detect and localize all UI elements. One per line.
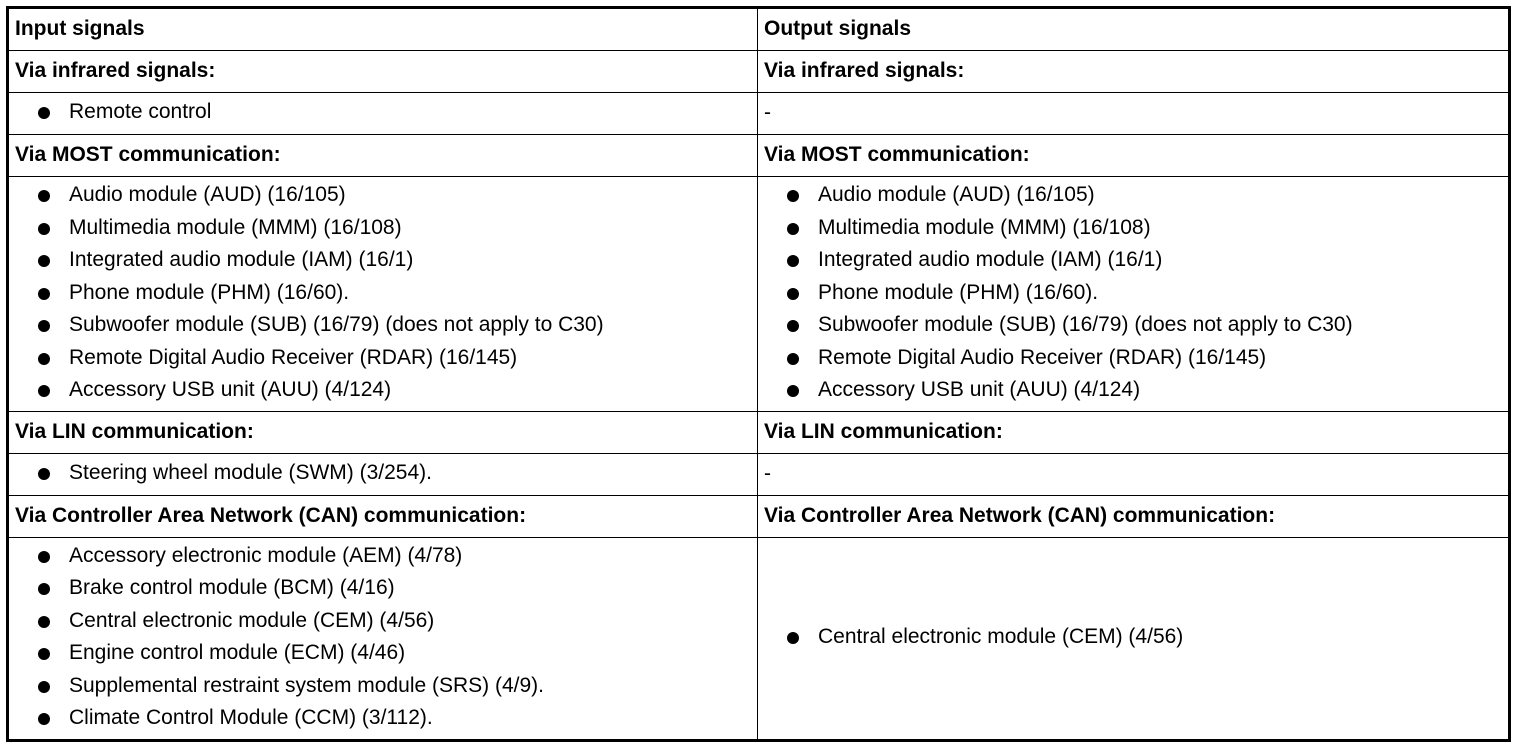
section-content-row	[8, 93, 1510, 135]
list-item: Accessory electronic module (AEM) (4/78)	[35, 540, 757, 573]
input-list	[15, 94, 757, 133]
section-title-row	[8, 411, 1510, 453]
output-empty-cell: -	[758, 93, 1510, 135]
section-title-output: Via infrared signals:	[758, 51, 1510, 93]
input-list-cell	[8, 177, 758, 412]
list-item: Phone module (PHM) (16/60).	[784, 277, 1508, 310]
list-item: Supplemental restraint system module (SRS) (4/9).	[35, 670, 757, 703]
list-item: Remote Digital Audio Receiver (RDAR) (16/145)	[784, 342, 1508, 375]
list-item: Accessory USB unit (AUU) (4/124)	[784, 374, 1508, 407]
section-title-output: Via MOST communication:	[758, 135, 1510, 177]
list-item: Phone module (PHM) (16/60).	[35, 277, 757, 310]
section-title-row	[8, 495, 1510, 537]
section-title-row	[8, 51, 1510, 93]
output-list	[764, 619, 1508, 658]
list-item: Subwoofer module (SUB) (16/79) (does not apply to C30)	[35, 309, 757, 342]
list-item: Multimedia module (MMM) (16/108)	[784, 212, 1508, 245]
input-list-cell	[8, 537, 758, 740]
output-list-cell	[758, 177, 1510, 412]
section-title-output: Via Controller Area Network (CAN) communication:	[758, 495, 1510, 537]
list-item: Remote Digital Audio Receiver (RDAR) (16/145)	[35, 342, 757, 375]
section-title-input: Via LIN communication:	[8, 411, 758, 453]
section-title-output: Via LIN communication:	[758, 411, 1510, 453]
list-item: Central electronic module (CEM) (4/56)	[35, 605, 757, 638]
section-title-input: Via infrared signals:	[8, 51, 758, 93]
list-item: Subwoofer module (SUB) (16/79) (does not apply to C30)	[784, 309, 1508, 342]
output-list-cell	[758, 537, 1510, 740]
input-list	[15, 538, 757, 739]
signals-table	[6, 6, 1511, 742]
list-item: Central electronic module (CEM) (4/56)	[784, 621, 1508, 654]
section-title-row	[8, 135, 1510, 177]
list-item: Integrated audio module (IAM) (16/1)	[35, 244, 757, 277]
input-list	[15, 177, 757, 411]
input-list-cell	[8, 453, 758, 495]
list-item: Engine control module (ECM) (4/46)	[35, 637, 757, 670]
section-title-input: Via MOST communication:	[8, 135, 758, 177]
section-title-input: Via Controller Area Network (CAN) communication:	[8, 495, 758, 537]
output-list	[764, 177, 1508, 411]
input-signals-header: Input signals	[8, 8, 758, 51]
section-content-row	[8, 453, 1510, 495]
section-content-row	[8, 537, 1510, 740]
output-empty-cell: -	[758, 453, 1510, 495]
list-item: Accessory USB unit (AUU) (4/124)	[35, 374, 757, 407]
list-item: Brake control module (BCM) (4/16)	[35, 572, 757, 605]
list-item: Audio module (AUD) (16/105)	[35, 179, 757, 212]
list-item: Integrated audio module (IAM) (16/1)	[784, 244, 1508, 277]
input-list	[15, 455, 757, 494]
table-header-row	[8, 8, 1510, 51]
list-item: Steering wheel module (SWM) (3/254).	[35, 457, 757, 490]
list-item: Multimedia module (MMM) (16/108)	[35, 212, 757, 245]
list-item: Climate Control Module (CCM) (3/112).	[35, 702, 757, 735]
list-item: Remote control	[35, 96, 757, 129]
list-item: Audio module (AUD) (16/105)	[784, 179, 1508, 212]
section-content-row	[8, 177, 1510, 412]
input-list-cell	[8, 93, 758, 135]
output-signals-header: Output signals	[758, 8, 1510, 51]
